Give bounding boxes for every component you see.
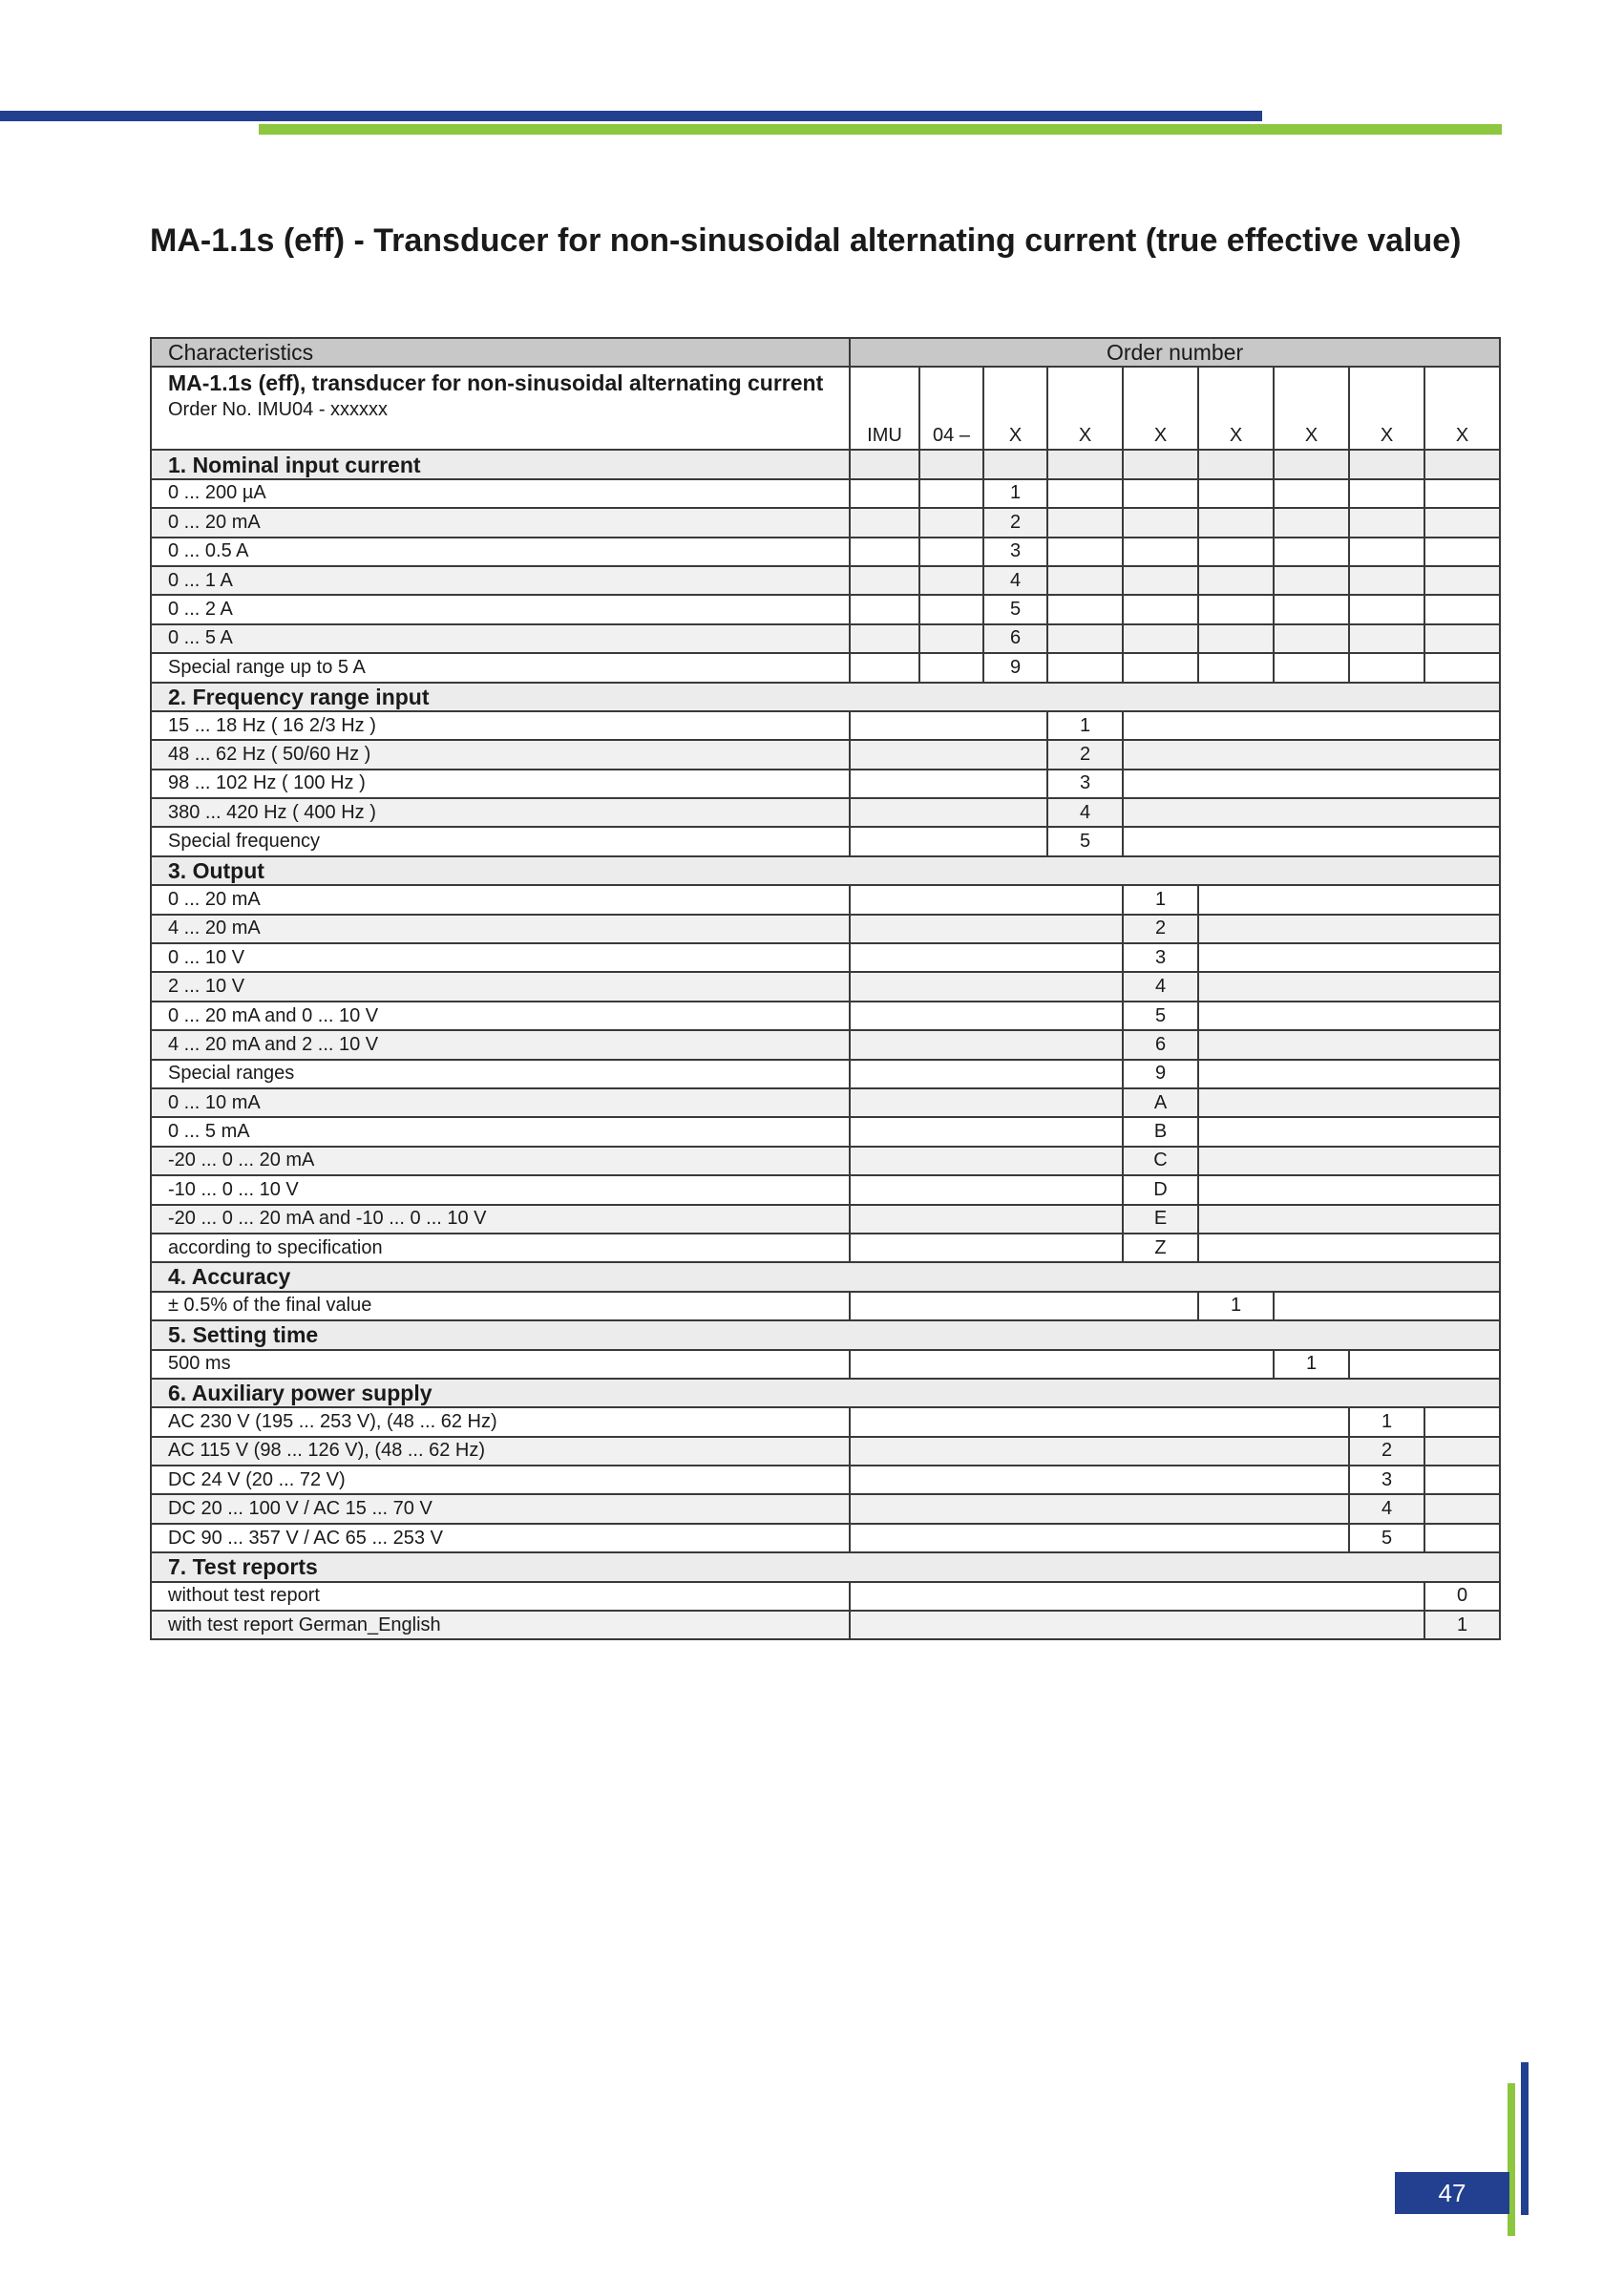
option-row — [151, 1175, 1500, 1204]
section-title: 1. Nominal input current — [151, 450, 850, 478]
section-title: 5. Setting time — [151, 1320, 1500, 1349]
empty-cell — [1047, 450, 1123, 478]
option-row — [151, 711, 1500, 740]
empty-cell — [850, 450, 919, 478]
empty-cell — [850, 1582, 1424, 1611]
option-row — [151, 972, 1500, 1001]
option-row — [151, 1002, 1500, 1030]
option-label: 0 ... 200 µA — [151, 479, 850, 508]
product-name: MA-1.1s (eff), transducer for non-sinusoidal alternating current — [168, 370, 824, 396]
empty-cell — [1123, 508, 1198, 537]
option-row — [151, 1524, 1500, 1552]
option-code: 5 — [1349, 1524, 1424, 1552]
empty-cell — [850, 1117, 1123, 1146]
empty-cell — [1274, 508, 1349, 537]
option-label: 0 ... 10 mA — [151, 1088, 850, 1117]
section-header-row — [151, 1320, 1500, 1349]
empty-cell — [1274, 479, 1349, 508]
option-code: 1 — [1123, 885, 1198, 914]
empty-cell — [850, 798, 1047, 827]
option-label: 0 ... 5 mA — [151, 1117, 850, 1146]
empty-cell — [1198, 508, 1274, 537]
option-label: 0 ... 1 A — [151, 566, 850, 595]
empty-cell — [1349, 450, 1424, 478]
empty-cell — [850, 1060, 1123, 1088]
empty-cell — [850, 538, 919, 566]
section-title: 7. Test reports — [151, 1552, 1500, 1581]
option-row — [151, 1088, 1500, 1117]
option-label: 2 ... 10 V — [151, 972, 850, 1001]
empty-cell — [1349, 566, 1424, 595]
side-blue-stripe — [1521, 2062, 1529, 2215]
empty-cell — [1198, 972, 1500, 1001]
empty-cell — [850, 566, 919, 595]
order-code-cell: X — [983, 367, 1047, 450]
option-code: 4 — [983, 566, 1047, 595]
empty-cell — [1198, 1147, 1500, 1175]
empty-cell — [1198, 1234, 1500, 1262]
empty-cell — [850, 1466, 1349, 1494]
empty-cell — [850, 915, 1123, 943]
empty-cell — [1349, 624, 1424, 653]
option-label: 4 ... 20 mA — [151, 915, 850, 943]
option-code: 6 — [1123, 1030, 1198, 1059]
empty-cell — [850, 943, 1123, 972]
option-label: 0 ... 5 A — [151, 624, 850, 653]
option-row — [151, 1582, 1500, 1611]
empty-cell — [850, 1234, 1123, 1262]
option-label: Special frequency — [151, 827, 850, 855]
empty-cell — [1424, 1494, 1500, 1523]
empty-cell — [1349, 479, 1424, 508]
order-number-table — [150, 337, 1501, 1640]
option-row — [151, 885, 1500, 914]
option-row — [151, 1611, 1500, 1639]
page-number: 47 — [1395, 2172, 1509, 2214]
section-header-row — [151, 856, 1500, 885]
option-code: 0 — [1424, 1582, 1500, 1611]
empty-cell — [919, 566, 983, 595]
option-row — [151, 479, 1500, 508]
option-row — [151, 566, 1500, 595]
empty-cell — [1424, 479, 1500, 508]
empty-cell — [1349, 508, 1424, 537]
empty-cell — [1274, 566, 1349, 595]
option-row — [151, 508, 1500, 537]
empty-cell — [1424, 566, 1500, 595]
empty-cell — [1047, 566, 1123, 595]
empty-cell — [1123, 827, 1500, 855]
empty-cell — [1047, 479, 1123, 508]
empty-cell — [1198, 653, 1274, 682]
option-label: 0 ... 0.5 A — [151, 538, 850, 566]
empty-cell — [1349, 1350, 1500, 1379]
empty-cell — [983, 450, 1047, 478]
empty-cell — [850, 1494, 1349, 1523]
empty-cell — [850, 1524, 1349, 1552]
empty-cell — [1198, 624, 1274, 653]
empty-cell — [1274, 653, 1349, 682]
option-code: Z — [1123, 1234, 1198, 1262]
option-row — [151, 1234, 1500, 1262]
option-code: E — [1123, 1205, 1198, 1234]
empty-cell — [1424, 653, 1500, 682]
option-label: 48 ... 62 Hz ( 50/60 Hz ) — [151, 740, 850, 769]
option-label: 380 ... 420 Hz ( 400 Hz ) — [151, 798, 850, 827]
empty-cell — [1424, 595, 1500, 623]
empty-cell — [850, 1437, 1349, 1466]
option-row — [151, 1494, 1500, 1523]
option-code: 2 — [983, 508, 1047, 537]
empty-cell — [1424, 508, 1500, 537]
empty-cell — [1198, 943, 1500, 972]
empty-cell — [1424, 1437, 1500, 1466]
section-header-row — [151, 1262, 1500, 1291]
option-label: with test report German_English — [151, 1611, 850, 1639]
section-header-row — [151, 1552, 1500, 1581]
empty-cell — [850, 1205, 1123, 1234]
option-label: 4 ... 20 mA and 2 ... 10 V — [151, 1030, 850, 1059]
empty-cell — [1274, 450, 1349, 478]
empty-cell — [850, 1002, 1123, 1030]
option-row — [151, 943, 1500, 972]
page-title: MA-1.1s (eff) - Transducer for non-sinusoidal alternating current (true effective value) — [150, 222, 1462, 259]
order-code-cell: X — [1274, 367, 1349, 450]
table-header-row — [151, 338, 1500, 367]
option-label: AC 230 V (195 ... 253 V), (48 ... 62 Hz) — [151, 1407, 850, 1436]
top-blue-stripe — [0, 111, 1262, 121]
empty-cell — [1198, 1088, 1500, 1117]
empty-cell — [1198, 915, 1500, 943]
empty-cell — [1424, 538, 1500, 566]
option-label: 500 ms — [151, 1350, 850, 1379]
option-code: 1 — [1349, 1407, 1424, 1436]
section-header-row — [151, 1379, 1500, 1407]
option-label: AC 115 V (98 ... 126 V), (48 ... 62 Hz) — [151, 1437, 850, 1466]
empty-cell — [1198, 1205, 1500, 1234]
option-row — [151, 827, 1500, 855]
empty-cell — [850, 1292, 1198, 1320]
option-row — [151, 538, 1500, 566]
option-row — [151, 624, 1500, 653]
empty-cell — [850, 624, 919, 653]
option-label: without test report — [151, 1582, 850, 1611]
table-body — [151, 338, 1500, 1639]
empty-cell — [1198, 595, 1274, 623]
option-label: -20 ... 0 ... 20 mA — [151, 1147, 850, 1175]
empty-cell — [1047, 538, 1123, 566]
empty-cell — [1424, 1466, 1500, 1494]
empty-cell — [1123, 624, 1198, 653]
empty-cell — [850, 1088, 1123, 1117]
empty-cell — [1424, 1407, 1500, 1436]
empty-cell — [1349, 538, 1424, 566]
option-code: 1 — [1047, 711, 1123, 740]
empty-cell — [1274, 595, 1349, 623]
option-code: 6 — [983, 624, 1047, 653]
order-code-cell: X — [1123, 367, 1198, 450]
option-label: 0 ... 2 A — [151, 595, 850, 623]
empty-cell — [919, 653, 983, 682]
option-row — [151, 770, 1500, 798]
empty-cell — [1424, 450, 1500, 478]
product-row — [151, 367, 1500, 450]
option-code: 5 — [1047, 827, 1123, 855]
empty-cell — [1123, 450, 1198, 478]
option-label: Special ranges — [151, 1060, 850, 1088]
empty-cell — [850, 740, 1047, 769]
order-code-cell: X — [1349, 367, 1424, 450]
option-code: D — [1123, 1175, 1198, 1204]
option-row — [151, 1060, 1500, 1088]
empty-cell — [850, 508, 919, 537]
empty-cell — [1424, 1524, 1500, 1552]
option-row — [151, 1437, 1500, 1466]
option-row — [151, 740, 1500, 769]
option-code: C — [1123, 1147, 1198, 1175]
empty-cell — [1198, 1030, 1500, 1059]
empty-cell — [850, 1147, 1123, 1175]
option-code: 2 — [1349, 1437, 1424, 1466]
option-code: 3 — [1047, 770, 1123, 798]
empty-cell — [1123, 538, 1198, 566]
option-code: 2 — [1047, 740, 1123, 769]
order-code-cell: X — [1198, 367, 1274, 450]
option-label: 0 ... 20 mA and 0 ... 10 V — [151, 1002, 850, 1030]
empty-cell — [1274, 1292, 1500, 1320]
option-label: 15 ... 18 Hz ( 16 2/3 Hz ) — [151, 711, 850, 740]
empty-cell — [919, 508, 983, 537]
empty-cell — [1123, 770, 1500, 798]
empty-cell — [1198, 1002, 1500, 1030]
order-code-cell: 04 – — [919, 367, 983, 450]
empty-cell — [1349, 595, 1424, 623]
option-code: 1 — [1424, 1611, 1500, 1639]
empty-cell — [850, 1350, 1274, 1379]
option-code: 3 — [983, 538, 1047, 566]
empty-cell — [1047, 653, 1123, 682]
option-code: 1 — [1198, 1292, 1274, 1320]
option-code: 1 — [1274, 1350, 1349, 1379]
option-code: 3 — [1349, 1466, 1424, 1494]
section-header-row — [151, 683, 1500, 711]
option-code: 1 — [983, 479, 1047, 508]
empty-cell — [1047, 624, 1123, 653]
empty-cell — [850, 827, 1047, 855]
option-row — [151, 1030, 1500, 1059]
option-code: B — [1123, 1117, 1198, 1146]
empty-cell — [1198, 538, 1274, 566]
option-label: DC 24 V (20 ... 72 V) — [151, 1466, 850, 1494]
empty-cell — [1047, 508, 1123, 537]
empty-cell — [850, 885, 1123, 914]
option-code: 9 — [983, 653, 1047, 682]
section-title: 3. Output — [151, 856, 1500, 885]
empty-cell — [1349, 653, 1424, 682]
section-title: 2. Frequency range input — [151, 683, 1500, 711]
option-code: 9 — [1123, 1060, 1198, 1088]
option-code: 3 — [1123, 943, 1198, 972]
empty-cell — [850, 653, 919, 682]
option-row — [151, 1292, 1500, 1320]
empty-cell — [919, 595, 983, 623]
option-label: -20 ... 0 ... 20 mA and -10 ... 0 ... 10 V — [151, 1205, 850, 1234]
empty-cell — [919, 479, 983, 508]
top-green-stripe — [259, 124, 1502, 135]
empty-cell — [850, 1030, 1123, 1059]
option-row — [151, 1407, 1500, 1436]
option-row — [151, 595, 1500, 623]
option-row — [151, 1466, 1500, 1494]
product-order-no: Order No. IMU04 - xxxxxx — [168, 399, 389, 421]
section-title: 4. Accuracy — [151, 1262, 1500, 1291]
option-code: 5 — [1123, 1002, 1198, 1030]
empty-cell — [1047, 595, 1123, 623]
empty-cell — [850, 1175, 1123, 1204]
empty-cell — [1198, 1060, 1500, 1088]
empty-cell — [850, 770, 1047, 798]
option-row — [151, 1117, 1500, 1146]
empty-cell — [1198, 1175, 1500, 1204]
empty-cell — [919, 450, 983, 478]
order-code-cell: X — [1424, 367, 1500, 450]
product-description — [151, 367, 850, 450]
empty-cell — [850, 1611, 1424, 1639]
option-label: 98 ... 102 Hz ( 100 Hz ) — [151, 770, 850, 798]
empty-cell — [919, 538, 983, 566]
empty-cell — [1274, 624, 1349, 653]
empty-cell — [919, 624, 983, 653]
option-code: 4 — [1123, 972, 1198, 1001]
empty-cell — [1123, 479, 1198, 508]
empty-cell — [1123, 595, 1198, 623]
empty-cell — [1424, 624, 1500, 653]
option-row — [151, 1205, 1500, 1234]
order-number-header: Order number — [850, 338, 1500, 367]
option-label: 0 ... 20 mA — [151, 508, 850, 537]
empty-cell — [1123, 798, 1500, 827]
empty-cell — [850, 972, 1123, 1001]
empty-cell — [1198, 885, 1500, 914]
option-code: 4 — [1349, 1494, 1424, 1523]
empty-cell — [1198, 450, 1274, 478]
empty-cell — [850, 1407, 1349, 1436]
option-row — [151, 653, 1500, 682]
order-code-cell: X — [1047, 367, 1123, 450]
empty-cell — [850, 479, 919, 508]
option-label: 0 ... 20 mA — [151, 885, 850, 914]
option-row — [151, 1350, 1500, 1379]
empty-cell — [1274, 538, 1349, 566]
option-row — [151, 915, 1500, 943]
option-label: -10 ... 0 ... 10 V — [151, 1175, 850, 1204]
option-code: 5 — [983, 595, 1047, 623]
empty-cell — [850, 711, 1047, 740]
section-title: 6. Auxiliary power supply — [151, 1379, 1500, 1407]
section-header-row — [151, 450, 1500, 478]
option-label: 0 ... 10 V — [151, 943, 850, 972]
option-row — [151, 1147, 1500, 1175]
option-code: 2 — [1123, 915, 1198, 943]
option-label: ± 0.5% of the final value — [151, 1292, 850, 1320]
empty-cell — [1123, 740, 1500, 769]
option-label: DC 20 ... 100 V / AC 15 ... 70 V — [151, 1494, 850, 1523]
empty-cell — [1198, 479, 1274, 508]
option-label: DC 90 ... 357 V / AC 65 ... 253 V — [151, 1524, 850, 1552]
empty-cell — [850, 595, 919, 623]
option-row — [151, 798, 1500, 827]
empty-cell — [1198, 566, 1274, 595]
option-code: A — [1123, 1088, 1198, 1117]
empty-cell — [1123, 711, 1500, 740]
option-code: 4 — [1047, 798, 1123, 827]
empty-cell — [1198, 1117, 1500, 1146]
empty-cell — [1123, 566, 1198, 595]
option-label: Special range up to 5 A — [151, 653, 850, 682]
characteristics-header: Characteristics — [151, 338, 850, 367]
option-label: according to specification — [151, 1234, 850, 1262]
order-code-cell: IMU — [850, 367, 919, 450]
empty-cell — [1123, 653, 1198, 682]
